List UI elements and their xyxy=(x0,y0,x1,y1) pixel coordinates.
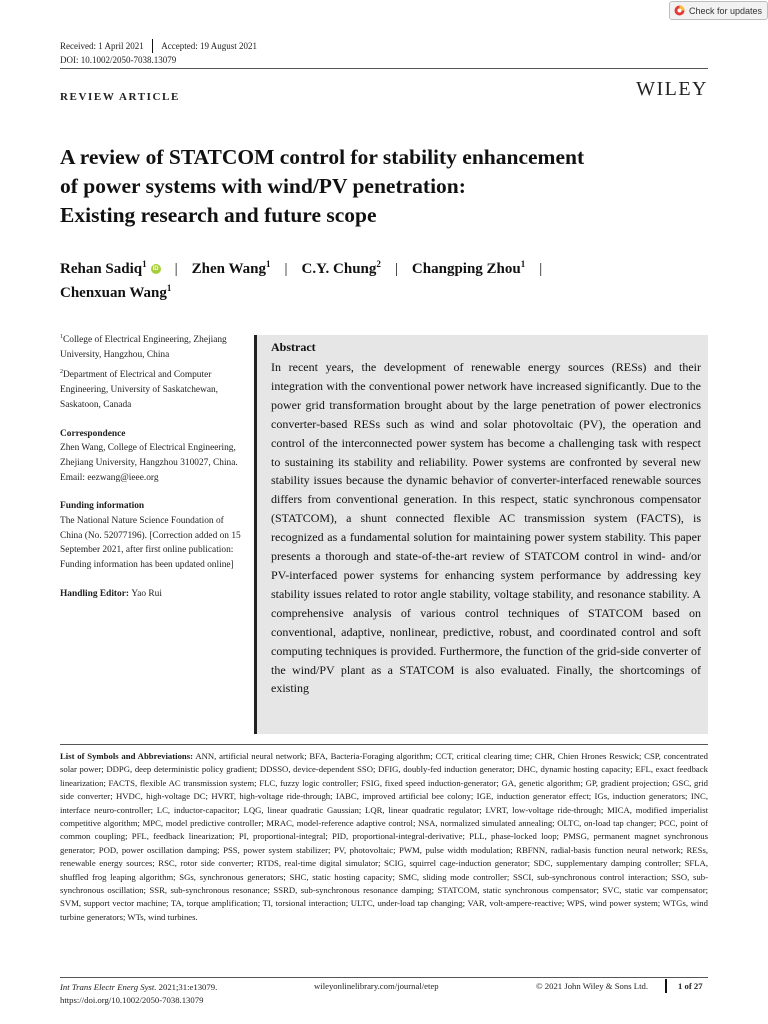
author-name[interactable]: C.Y. Chung$^2$ xyxy=(301,259,381,277)
title-line: Existing research and future scope xyxy=(60,203,377,227)
orcid-icon[interactable]: iD xyxy=(152,266,159,272)
article-type: REVIEW ARTICLE xyxy=(60,91,180,103)
article-title xyxy=(60,143,720,230)
correspondence-text: Zhen Wang, College of Electrical Engineering, Zhejiang University, Hangzhou 310027, China. xyxy=(60,443,238,468)
abstract-heading: Abstract xyxy=(271,340,316,354)
journal-name: Int Trans Electr Energ Syst. xyxy=(60,982,157,992)
author-separator: | xyxy=(394,261,398,277)
author-list xyxy=(60,257,556,305)
correspondence-heading: Correspondence xyxy=(60,428,126,439)
abbreviations-heading: List of Symbols and Abbreviations: xyxy=(60,751,194,761)
footer-separator xyxy=(665,979,667,993)
funding-text: The National Nature Science Foundation of China (No. 52077196). [Correction added on 15 September 2021, after first online publication: Funding information has been updated online] xyxy=(60,516,241,571)
abbreviations-divider xyxy=(60,744,708,745)
abbreviations-text: ANN, artificial neural network; BFA, Bacteria-Foraging algorithm; CCT, critical clearing time; CHR, Chien Hrones Reswick; CSP, concentrated solar power; DDPG, deep deterministic policy gradient; DDSSO, device-dependent SSO; DFIG, doubly-fed induction generator; DHC, dynamic hosting capacity; EFL, exact feedback linearization; FACTS, flexible AC transmission system; FLC, fuzzy logic controller; FSIG, fixed speed induction-generator; GA, genetic algorithm; GP, gradient projection; GSC, grid side converter; HVDC, high-voltage DC; HVRT, high-voltage ride-through; IABC, improved artificial bee colony; IGE, induction generator effect; IGs, induction generators; INC, interface neuro-controller; LC, inductor-capacitor; LQG, linear quadratic Gaussian; LQR, linear quadratic regulator; LVRT, low-voltage ride-through; MICA, modified imperialist competitive algorithm; MPC, model predictive controller; MRAC, model-reference adaptive control; NSA, normalized simulated annealing; OLTC, on-load tap changer; PCC, point of common coupling; PFL, feedback linearization; PI, proportional-integral; PID, proportional-integral-derivative; PLL, phase-locked loop; PMSG, permanent magnet synchronous generator; POD, power oscillation damping; PSS, power system stabilizer; PV, photovoltaic; PWM, pulse width modulation; RBFNN, radial-basis function neural network; RESs, renewable energy sources; RSC, rotor side converter; RTDS, real-time digital simulator; SCIG, squirrel cage-induction generator; SDC, supplementary damping controller; SFLA, shuffled frog leaping algorithm; SGs, synchronous generators; SHC, static hosting capacity; SMC, sliding mode controller; SSCI, sub-synchronous control interaction; SSO, sub-synchronous oscillation; SSR, sub-synchronous resonance; SSRD, sub-synchronous resonance damping; STATCOM, static synchronous compensator; SVC, static var compensator; SVM, support vector machine; TA, torque amplification; TI, torsional interaction; ULTC, under-load tap changing; VAR, volt-ampere-reactive; WPS, wind power system; WTGs, wind turbine generators; WTs, wind turbines. xyxy=(60,751,708,922)
affiliation: $^2$Department of Electrical and Computer Engineering, University of Saskatchewan, Saskatoon, Canada xyxy=(60,369,219,410)
header-divider xyxy=(60,68,708,69)
abstract-box xyxy=(254,335,708,734)
affiliation: $^1$College of Electrical Engineering, Zhejiang University, Hangzhou, China xyxy=(60,333,227,360)
page-number: 1 of 27 xyxy=(678,981,703,991)
title-line: A review of STATCOM control for stability enhancement xyxy=(60,145,585,169)
author-name[interactable]: Zhen Wang$^1$ xyxy=(191,259,271,277)
abstract-text: In recent years, the development of renewable energy sources (RESs) and their integration with the conventional power network have increased significantly. Due to the power grid transformation brought about by the large penetration of power electronics converter-based RESs such as wind and solar photovoltaic (PV), the operation and control of the interconnected power system has become a challenging task with respect to sustaining its stability and reliability. Power systems are confronted by several new stability issues because the dynamic behavior of converter-interfaced renewable sources differs from conventional generation. In this respect, static synchronous compensator (STATCOM), a shunt connected flexible AC transmission system (FACTS), is recognized as a fundamental solution for maintaining power system stability. This paper presents a thorough and state-of-the-art review of STATCOM control in wind- and/or PV-interfaced power systems for enhancing system performance by addressing key stability issues related to rotor angle stability, voltage stability, and resonance stability. A comprehensive analysis of various control techniques of STATCOM based on conventional, adaptive, nonlinear, predictive, robust, and coordinated control and soft computing techniques is provided. Furthermore, the function of the grid-side converter of the wind/PV plant as a STATCOM is also evaluated. Finally, the shortcomings of existing xyxy=(271,360,701,696)
article-info-sidebar xyxy=(60,333,245,602)
accepted-date: Accepted: 19 August 2021 xyxy=(161,41,257,51)
crossmark-icon xyxy=(674,5,685,16)
article-dates xyxy=(60,39,257,53)
doi[interactable]: DOI: 10.1002/2050-7038.13079 xyxy=(60,55,177,65)
author-separator: | xyxy=(174,261,178,277)
correspondence-email[interactable]: Email: eezwang@ieee.org xyxy=(60,472,159,483)
journal-website-link[interactable]: wileyonlinelibrary.com/journal/etep xyxy=(314,981,439,991)
author-separator: | xyxy=(539,261,543,277)
check-for-updates-label: Check for updates xyxy=(689,5,763,16)
doi-link[interactable]: https://doi.org/10.1002/2050-7038.13079 xyxy=(60,995,204,1005)
received-date: Received: 1 April 2021 xyxy=(60,41,144,51)
abbreviations-list xyxy=(60,750,708,924)
citation-volume: 2021;31:e13079. xyxy=(156,982,218,992)
author-separator: | xyxy=(284,261,288,277)
author-name[interactable]: Rehan Sadiq$^1$ xyxy=(60,259,147,277)
author-name[interactable]: Chenxuan Wang$^1$ xyxy=(60,283,172,301)
publisher-logo: WILEY xyxy=(636,78,708,100)
author-name[interactable]: Changping Zhou$^1$ xyxy=(411,259,526,277)
check-for-updates-button[interactable] xyxy=(669,1,768,20)
copyright: © 2021 John Wiley & Sons Ltd. xyxy=(536,981,649,991)
funding-heading: Funding information xyxy=(60,501,145,512)
title-line: of power systems with wind/PV penetration: xyxy=(60,174,466,198)
handling-editor: Handling Editor: Yao Rui xyxy=(60,588,162,599)
footer-citation xyxy=(60,981,217,1007)
footer-divider xyxy=(60,977,708,978)
date-divider xyxy=(152,39,154,53)
